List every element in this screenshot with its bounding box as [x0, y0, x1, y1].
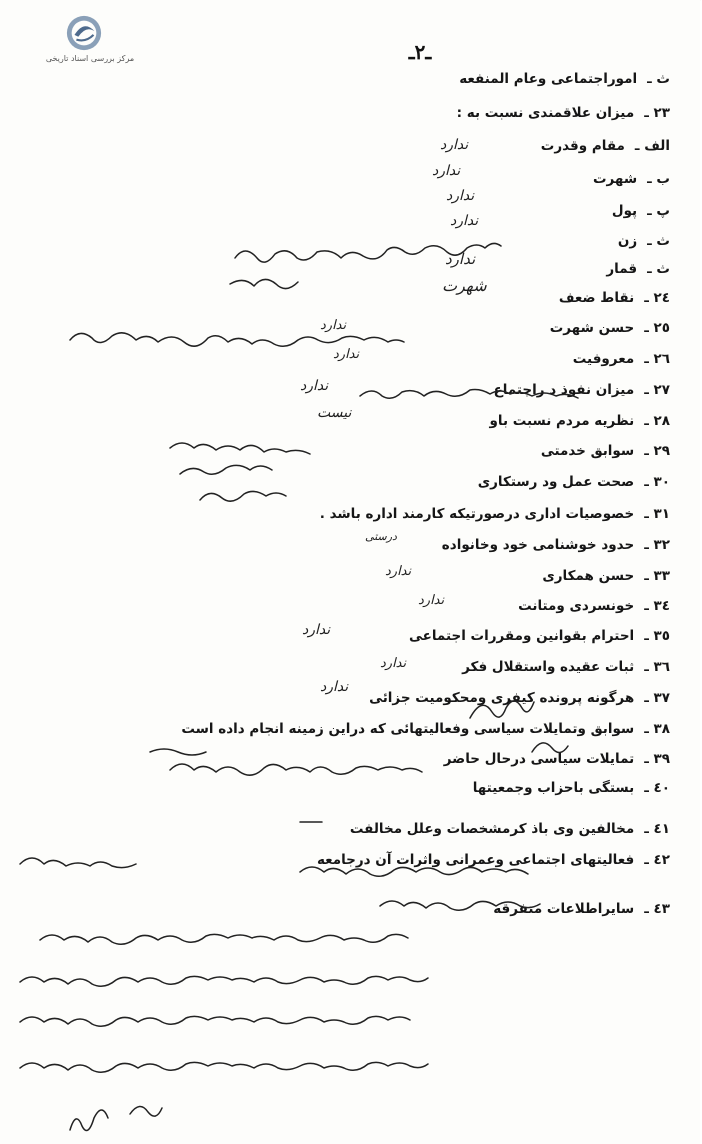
form-line: ث ـاموراجتماعی وعام المنفعه: [459, 71, 670, 87]
form-line: ث ـقمار: [606, 261, 670, 277]
form-line: ب ـشهرت: [592, 171, 670, 187]
form-line: ٢٩ ـسوابق خدمتی: [540, 443, 670, 459]
form-line: ٣٤ ـخونسردی ومتانت: [518, 598, 670, 614]
form-line: ٣٨ ـسوابق وتمایلات سیاسی وفعالیتهائی که دراین زمینه انجام داده است: [181, 721, 670, 737]
form-line: ٣١ ـخصوصیات اداری درصورتیکه کارمند اداره باشد .: [319, 506, 670, 522]
handwritten-answer: شهرت: [442, 276, 487, 295]
form-line: ٤١ ـمخالفین وی باذ کرمشخصات وعلل مخالفت: [349, 821, 670, 837]
form-line: ٢٧ ـمیزان نفوذ د راجتماع: [493, 382, 670, 398]
form-line: ٣٣ ـحسن همکاری: [542, 568, 670, 584]
handwritten-answer: نیست: [317, 405, 352, 421]
handwritten-answer: ندارد: [445, 250, 476, 268]
archive-logo: [30, 8, 150, 68]
form-line: ٢٨ ـنظریه مردم نسبت باو: [489, 413, 670, 429]
form-line: پ ـپول: [611, 203, 670, 219]
form-line: ٣٥ ـاحترام بقوانین ومقررات اجتماعی: [408, 628, 670, 644]
handwritten-answer: ندارد: [700, 0, 702, 1]
form-line: ٣٦ ـثبات عقیده واستقلال فکر: [462, 659, 670, 675]
handwritten-answer: ندارد: [320, 318, 347, 333]
page-number: ـ٢ـ: [408, 40, 432, 64]
handwritten-answer: ندارد: [302, 622, 331, 638]
handwritten-answer: ندارد: [440, 137, 469, 153]
form-line: ث ـزن: [617, 233, 670, 249]
form-line: الف ـمقام وقدرت: [540, 138, 670, 154]
form-line: ٤٣ ـسایراطلاعات متفرقه: [493, 901, 670, 917]
form-line: ٢٣ ـمیزان علاقمندی نسبت به :: [456, 105, 670, 121]
form-line: ٣٧ ـهرگونه پرونده کیفری ومحکومیت جزائی: [369, 690, 670, 706]
handwritten-answer: ندارد: [380, 656, 407, 671]
form-line: ٣٠ ـصحت عمل ود رستکاری: [477, 474, 670, 490]
handwritten-answer: ندارد: [432, 163, 461, 179]
form-line: ٤٠ ـبستگی باحزاب وجمعیتها: [472, 780, 670, 796]
handwritten-answer: ندارد: [300, 378, 329, 394]
handwritten-answer: ندارد: [446, 188, 475, 204]
form-line: ٢٦ ـمعروفیت: [572, 351, 670, 367]
handwritten-answer: ندارد: [450, 213, 479, 229]
form-line: ٢٥ ـحسن شهرت: [549, 320, 670, 336]
handwritten-answer: ندارد: [333, 347, 360, 362]
handwritten-answer: درستی: [365, 530, 397, 543]
handwritten-answer: ندارد: [320, 679, 349, 695]
form-line: ٣٩ ـتمایلات سیاسی درحال حاضر: [443, 751, 670, 767]
form-line: ٤٢ ـفعالیتهای اجتماعی وعمرانی واثرات آن درجامعه: [316, 852, 670, 868]
form-line: ٢٤ ـنقاط ضعف: [558, 290, 670, 306]
archive-seal-icon: [65, 14, 103, 52]
archive-logo-text: مرکز بررسی اسناد تاریخی: [45, 54, 135, 63]
handwritten-answer: ندارد: [385, 564, 412, 579]
form-line: ٣٢ ـحدود خوشنامی خود وخانواده: [441, 537, 670, 553]
handwritten-answer: ندارد: [418, 593, 445, 608]
